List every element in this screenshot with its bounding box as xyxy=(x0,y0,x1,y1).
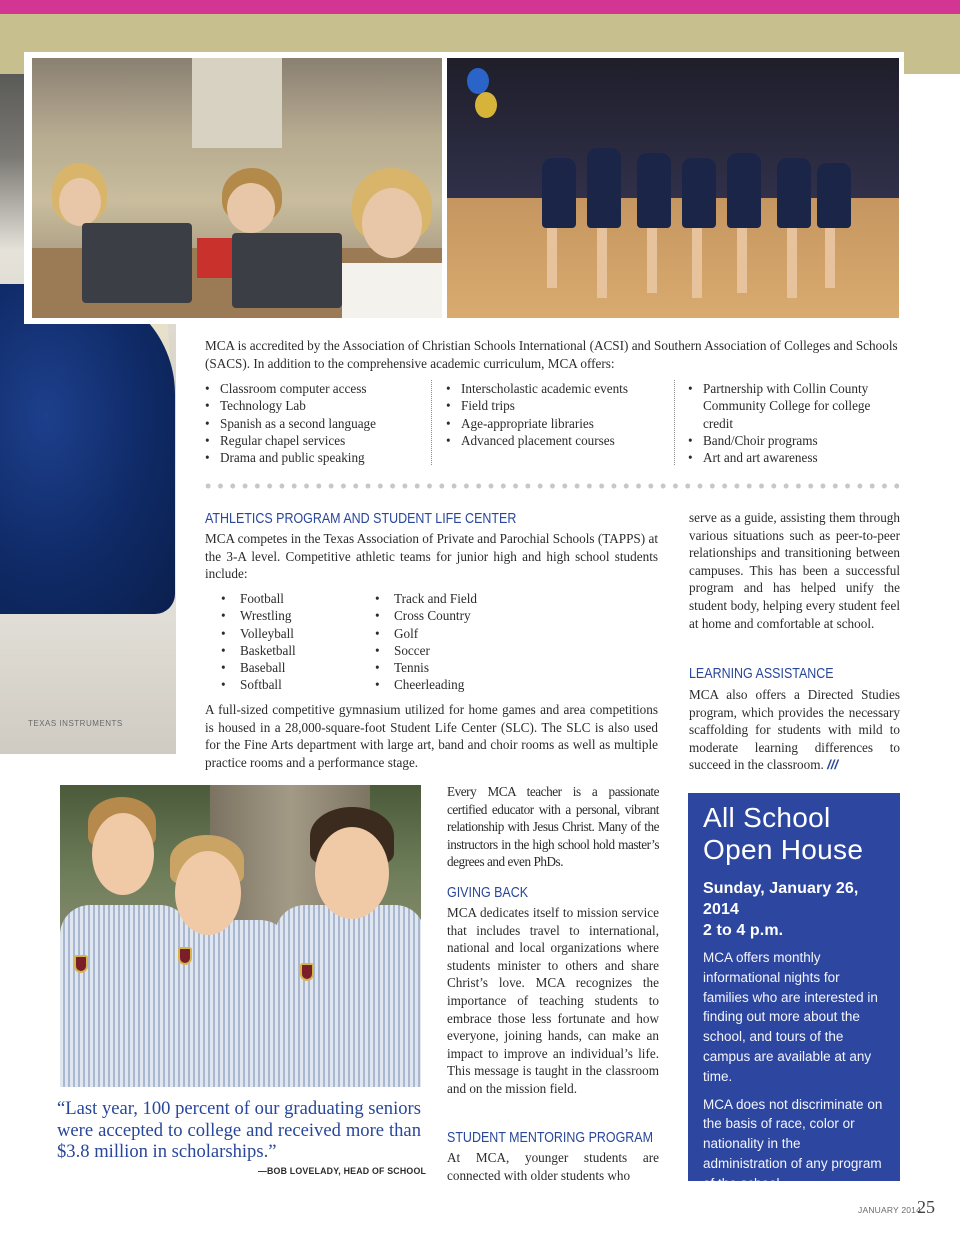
three-boys-photo xyxy=(60,785,421,1087)
list-item: • Spanish as a second language xyxy=(205,415,430,432)
player-leg xyxy=(547,228,557,288)
striped-shirt xyxy=(160,920,290,1087)
student-face xyxy=(59,178,101,226)
learning-text: MCA also offers a Directed Studies program, which provides the necessary scaffolding for students with mild to moderate learning differences to succeed in the classroom. xyxy=(689,687,900,773)
boy-face xyxy=(315,827,389,919)
giving-back-paragraph: MCA dedicates itself to mission service that includes travel to international, national and local organizations where students minister to others and share Christ’s love. MCA recognizes the importance of teaching students to embrace those less fortunate and how everyone, joining hands, can make an impact to improve an individual’s life. This message is taught in the classroom and on the mission field. xyxy=(447,905,659,1096)
learning-assistance-paragraph xyxy=(689,686,900,774)
list-item: • Regular chapel services xyxy=(205,432,430,449)
athletics-paragraph: MCA competes in the Texas Association of Private and Parochial Schools (TAPPS) at the 3-A level. Competitive athletic teams for junior high and high school students include: xyxy=(205,531,658,582)
mentoring-paragraph: At MCA, younger students are connected with older students who xyxy=(447,1150,659,1183)
footer-month: JANUARY 2014 xyxy=(858,1205,922,1215)
offerings-column-3 xyxy=(688,380,900,466)
sports-list-left xyxy=(221,590,361,694)
column-divider xyxy=(431,380,432,465)
list-item: • Age-appropriate libraries xyxy=(446,415,676,432)
sport-item: • Baseball xyxy=(221,659,361,676)
gym-paragraph: A full-sized competitive gymnasium utilized for home games and area competitions is housed in a 28,000-square-foot Student Life Center (SLC). The SLC is also used for the Fine Arts department with large art, band and choir rooms as well as multiple practice rooms and a performance stage. xyxy=(205,702,658,770)
learning-assistance-heading: LEARNING ASSISTANCE xyxy=(689,666,834,682)
sport-item: • Wrestling xyxy=(221,607,361,624)
school-crest xyxy=(300,963,314,981)
open-house-box xyxy=(688,793,900,1191)
player xyxy=(542,158,576,228)
offerings-column-1 xyxy=(205,380,430,466)
mentoring-continued-paragraph: serve as a guide, assisting them through various situations such as peer-to-peer relationships and transitioning between campuses. This has been a successful program and has helped unify the student body, helping every student feel at home and comfortable at school. xyxy=(689,510,900,631)
giving-back-heading: GIVING BACK xyxy=(447,885,529,901)
player xyxy=(587,148,621,228)
list-item: • Interscholastic academic events xyxy=(446,380,676,397)
boy-face xyxy=(92,813,154,895)
list-item: • Advanced placement courses xyxy=(446,432,676,449)
list-item: • Classroom computer access xyxy=(205,380,430,397)
list-item: • Art and art awareness xyxy=(688,449,900,466)
window xyxy=(192,58,282,148)
list-item: • Technology Lab xyxy=(205,397,430,414)
open-house-date-line1: Sunday, January 26, 2014 xyxy=(703,880,859,918)
player-leg xyxy=(692,228,702,298)
list-item: • Field trips xyxy=(446,397,676,414)
laptop xyxy=(82,223,192,303)
player xyxy=(682,158,716,228)
school-crest xyxy=(74,955,88,973)
quote-attribution: —BOB LOVELADY, HEAD OF SCHOOL xyxy=(258,1166,427,1176)
page-number: 25 xyxy=(917,1197,935,1217)
intro-paragraph: MCA is accredited by the Association of Christian Schools International (ACSI) and Southern Association of Colleges and Schools (SACS). In addition to the comprehensive academic curriculum, MCA offers: xyxy=(205,338,898,371)
sport-item: • Track and Field xyxy=(375,590,535,607)
laptop xyxy=(232,233,342,308)
player-leg xyxy=(825,228,835,288)
end-mark: /// xyxy=(827,757,839,773)
open-house-info: MCA offers monthly informational nights for families who are interested in finding out more about the school, and tours of the campus are available at any time. xyxy=(703,950,878,1084)
open-house-date-line2: 2 to 4 p.m. xyxy=(703,922,784,939)
list-item: • Drama and public speaking xyxy=(205,449,430,466)
student-face xyxy=(227,183,275,233)
teacher-paragraph: Every MCA teacher is a passionate certified educator with a personal, vibrant relationship with Jesus Christ. Many of the instructors in the high school hold master’s degrees and even PhDs. xyxy=(447,784,659,870)
sport-item: • Softball xyxy=(221,676,361,693)
striped-shirt xyxy=(275,905,421,1087)
sport-item: • Cheerleading xyxy=(375,676,535,693)
list-item: • Partnership with Collin County Community College for college credit xyxy=(688,380,900,432)
open-house-title-line2: Open House xyxy=(703,834,864,865)
player xyxy=(817,163,851,228)
column-divider xyxy=(674,380,675,465)
sport-item: • Football xyxy=(221,590,361,607)
player xyxy=(727,153,761,228)
sport-item: • Basketball xyxy=(221,642,361,659)
sport-item: • Volleyball xyxy=(221,625,361,642)
magenta-top-bar xyxy=(0,0,960,14)
school-crest xyxy=(178,947,192,965)
calculator-brand-text: TEXAS INSTRUMENTS xyxy=(28,719,123,728)
pull-quote: “Last year, 100 percent of our graduating seniors were accepted to college and received more than $3.8 million in scholarships.” xyxy=(57,1098,421,1162)
player-leg xyxy=(597,228,607,298)
offerings-column-2 xyxy=(446,380,676,449)
mentoring-heading: STUDENT MENTORING PROGRAM xyxy=(447,1130,654,1146)
dotted-divider xyxy=(202,480,902,492)
volleyball-team-photo xyxy=(447,58,899,318)
open-house-title-line1: All School xyxy=(703,802,831,833)
player xyxy=(637,153,671,228)
list-item: • Band/Choir programs xyxy=(688,432,900,449)
sport-item: • Cross Country xyxy=(375,607,535,624)
player-leg xyxy=(787,228,797,298)
boy-face xyxy=(175,851,241,935)
student-face xyxy=(362,188,422,258)
sport-item: • Soccer xyxy=(375,642,535,659)
gold-balloon xyxy=(475,92,497,118)
nondiscrimination-statement: MCA does not discriminate on the basis of race, color or nationality in the administration of any program of the school. xyxy=(703,1096,883,1191)
navy-jacket xyxy=(0,284,175,614)
athletics-heading: ATHLETICS PROGRAM AND STUDENT LIFE CENTER xyxy=(205,511,517,527)
player xyxy=(777,158,811,228)
open-house-date xyxy=(703,878,886,941)
sports-list-right xyxy=(375,590,535,694)
blue-balloon xyxy=(467,68,489,94)
sport-item: • Golf xyxy=(375,625,535,642)
player-leg xyxy=(737,228,747,293)
computer-lab-photo xyxy=(32,58,442,318)
open-house-title xyxy=(703,802,886,866)
player-leg xyxy=(647,228,657,293)
sport-item: • Tennis xyxy=(375,659,535,676)
white-shirt xyxy=(342,263,442,318)
